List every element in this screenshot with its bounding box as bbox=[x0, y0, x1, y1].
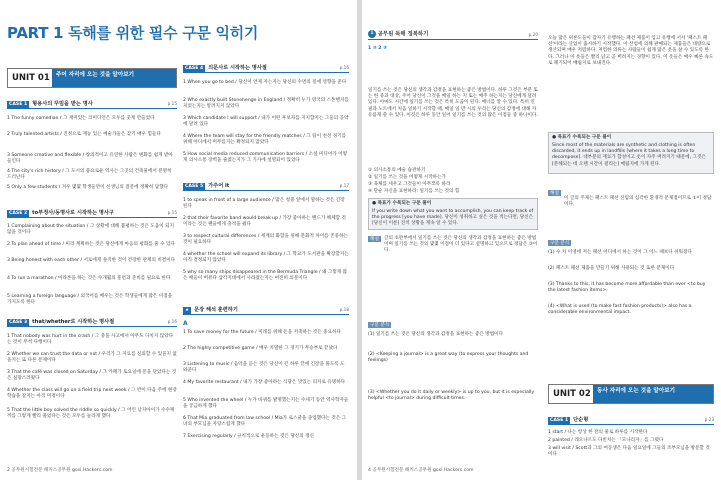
case-page: p.16 bbox=[167, 319, 177, 324]
option: ④ 단순 자신을 표현하라: 일기를 쓰는 것의 힘 bbox=[368, 189, 460, 194]
list-item: 5 That the little boy solved the riddle so quickly / 그 어린 남자아이가 수수께끼를 그렇게 빨리 풀었다는 것은 모두를 놀라게 했다 bbox=[7, 408, 175, 420]
analysis-item: (1) 수 차 이영에 저는 패션 어디에서 하는 것이 그 어느 때보다 쉬워졌다 bbox=[548, 250, 692, 255]
case-tag: ★ bbox=[185, 308, 190, 313]
case-tag: CASE 3 bbox=[9, 320, 28, 325]
case-page: p.15 bbox=[167, 210, 177, 215]
case-page: p.16 bbox=[339, 65, 349, 70]
col2-header bbox=[183, 64, 349, 73]
case-tag: CASE 4 bbox=[185, 66, 204, 71]
key-sentence-box-2 bbox=[548, 132, 714, 174]
case-tag: CASE 5 bbox=[185, 184, 204, 189]
case-page: p.15 bbox=[167, 101, 177, 106]
list-item: 2 painted / 레오나르도 다빈치는 「모나리자」를 그렸다 bbox=[548, 438, 664, 443]
left-page bbox=[0, 0, 357, 480]
case-title: 가주어 it bbox=[208, 183, 230, 189]
list-item: 3 Which candidate I will support / 내가 어떤 후보자를 지지할지는 그들의 공약에 달려 있다 bbox=[183, 116, 349, 128]
list-item: 3 That the café was closed on Saturday / 그 카페가 토요일에 문을 닫았다는 것은 실망스러웠다 bbox=[7, 370, 177, 382]
list-item: 4 The city's rich history / 그 도시의 풍요로운 역사는 그곳의 건축물에서 분명히 드러난다 bbox=[7, 169, 172, 181]
list-item: 2 Whether we can trust the data or not / 우리가 그 자료를 신뢰할 수 있을지 없을지는 또 다른 문제이다 bbox=[7, 352, 177, 364]
list-item: 4 whether the school will expand its library / 그 학교가 도서관을 확장할지는 아직 결정되지 않았다 bbox=[183, 252, 349, 264]
explanation-tag: 해설 bbox=[370, 237, 379, 242]
analysis-item: (3) <Whether you do it daily or weekly> is up to you, but it is especially helpful <to journal> during difficult times. bbox=[368, 390, 535, 402]
section-label: A bbox=[183, 320, 188, 327]
list-item: 5 Learning a foreign language / 외국어를 배우는 것은 학생들에게 많은 이점을 가지도록 한다 bbox=[7, 294, 173, 306]
box-title: ● 목표가 수록되는 구문 풀이 bbox=[552, 135, 612, 140]
case-title: 단순형 bbox=[573, 417, 589, 423]
analysis-item: (4) <What is used (to make fast fashion products)> also has a considerable environmental impact. bbox=[548, 304, 692, 316]
page-footer: 4 공무원시험전문 해커스공무원 gosi.Hackers.com bbox=[368, 468, 474, 473]
right-page bbox=[362, 0, 721, 480]
right-header-title: 공무원 독해 정복하기 bbox=[377, 31, 429, 38]
list-item: 2 Truly talented artists / 진정으로 재능 있는 예술가들은 찾기 매우 힘들다 bbox=[7, 132, 161, 137]
unit-subtitle: 동사 자리에 오는 것을 알아보기 bbox=[593, 385, 713, 403]
list-item: 1 start / 나는 항상 한 잔의 물로 하루를 시작한다 bbox=[548, 430, 648, 435]
list-item: 2 The highly competitive game / 매우 치열한 그 경기가 무승부로 끝났다 bbox=[183, 346, 338, 351]
case-page: p.17 bbox=[339, 183, 349, 188]
list-item: 1 When you go to bed / 당신이 언제 자는지는 당신의 수면의 질에 영향을 준다 bbox=[183, 80, 347, 85]
case-title: 문장 해석 훈련하기 bbox=[194, 307, 238, 313]
list-item: 2 Who exactly built Stonehenge in England / 정확히 누가 영국의 스톤헨지를 지었는지는 알려지지 않았다 bbox=[183, 98, 349, 110]
explanation-text: 글의 초반부에서 일기를 쓰는 것은 당신의 생각과 감정을 표현하는 좋은 방법이며 일기를 쓰는 것의 몇몇 이점이 더 있다고 설명하고 있으므로 정답은 ③이다. bbox=[384, 236, 538, 254]
analysis-item: (1) 일기를 쓰는 것은 당신의 생각과 감정을 표현하는 좋은 방법이다 bbox=[368, 332, 504, 337]
list-item: 1 to speak in front of a large audience / 많은 청중 앞에서 말하는 것은 긴장 된다 bbox=[183, 198, 345, 210]
case-tag: CASE 1 bbox=[9, 102, 28, 107]
case-title: 의문사로 시작하는 명사절 bbox=[208, 65, 267, 71]
list-item: 3 Someone creative and flexible / 창의적이고 유연한 사람은 변화를 쉽게 받아들인다 bbox=[7, 153, 173, 165]
unit-subtitle: 주어 자리에 오는 것을 알아보기 bbox=[52, 69, 176, 87]
page-footer: 2 공무원시험전문 해커스공무원 gosi.Hackers.com bbox=[7, 468, 113, 473]
case-page: p.18 bbox=[339, 307, 349, 312]
case-title: that/whether로 시작하는 명사절 bbox=[32, 319, 115, 325]
list-item: 1 To save money for the future / 미래를 위해 돈을 저축하는 것은 중요하다 bbox=[183, 330, 341, 335]
case-1-header bbox=[7, 100, 177, 109]
analysis-tag-2: 구문 분석 bbox=[550, 241, 570, 246]
practice-header bbox=[183, 306, 349, 315]
unit2-case-header bbox=[548, 416, 714, 425]
list-item: 5 Only a few students / 겨우 몇몇 학생들만이 선생님의 질문에 정확히 답했다 bbox=[7, 185, 169, 190]
list-item: 1 The funny comedian / 그 재미있는 코미디언은 모두를 웃게 만들었다 bbox=[7, 116, 155, 121]
passage2-text: 오늘 많은 위론도들이 갑자기 유행하는 패션 제품이 입고 유행에 서서 '패스트 패션'이라는 산업이 출시하기 시작했다. 이 산업에 의해 판매되는 제품들은 대량으로 생산되며 매우 저렴하다. 저렴한 의류는 사람들이 쉽게 많은 옷을 살 수 있도록 한다. 그러나 이 옷들은 빨리 낡고 곧 버려지는 경향이 있다. 이 옷들은 매우 빠른 속도로 폐기되어 매립지로 보내진다. bbox=[548, 36, 714, 66]
list-item: 5 Who invented the wheel / 누가 바퀴를 발명했는지는 수세기 동안 역사학자들을 궁금하게 했다 bbox=[183, 398, 349, 410]
list-item: 3 will visit / Scott과 그의 여동생은 다음 일요일에 그들의 조부모님을 방문할 것이다 bbox=[548, 446, 710, 458]
case-3-header bbox=[7, 318, 177, 327]
right-header bbox=[368, 30, 538, 40]
list-item: 4 To run a marathon / 마라톤을 하는 것은 수개월의 훈련과 준비를 필요로 한다 bbox=[7, 276, 171, 281]
answer-line: 1 ③ 2 ③ bbox=[368, 46, 387, 51]
analysis-tag: 구문 분석 bbox=[370, 323, 390, 328]
list-item: 4 My favorite restaurant / 내가 가장 좋아하는 식당은 맛있는 피자로 유명하다 bbox=[183, 380, 346, 385]
list-item: 1 Complaining about the situation / 그 상황에 대해 불평하는 것은 도움이 되지 않을 것이다 bbox=[7, 224, 175, 236]
case-title: 형용사의 꾸밈을 받는 명사 bbox=[32, 101, 93, 107]
list-item: 3 to respect cultural differences / 세계의 화합을 위해 문화적 차이를 존중하는 것이 필요하다 bbox=[183, 234, 348, 246]
case-title: to부정사/동명사로 시작하는 명사구 bbox=[32, 210, 114, 216]
option: ③ 육체를 세우고 그것들이 아무쪼록 하라 bbox=[368, 182, 451, 187]
analysis-item: (2) 패스트 패션 제품을 만들기 위해 사용되는 것 또한 문제이다 bbox=[548, 266, 675, 271]
box-text: Since most of the materials are synthetic and clothing is often discarded, it ends up in landfills [where it takes a long time to decompose]. 대부분의 재료가 합성이고 옷이 자주 버려지기 때문에, 그것은 [분해되는 데 오랜 시간이 걸리는] 매립지에 가게 된다. bbox=[552, 143, 706, 167]
key-sentence-box bbox=[368, 198, 538, 230]
analysis-item: (3) Thanks to this, it has become more affordable than ever <to buy the latest fashion items>. bbox=[548, 282, 706, 294]
list-item: 6 That Mia graduated from law school / Mia가 로스쿨을 졸업했다는 것은 그녀의 부모님을 자랑스럽게 했다 bbox=[183, 416, 347, 428]
list-item: 3 Listening to music / 음악을 듣는 것은 당신이 긴 하루 끝에 긴장을 풀도록 도와준다 bbox=[183, 362, 345, 374]
part-title: PART 1 독해를 위한 필수 구문 익히기 bbox=[7, 24, 259, 42]
box-text: If you write down what you want to accomplish, you can keep track of the progress [you have made]. 당신이 성취하고 싶은 것을 적는다면, 당신은 [당신이 이룬] 진척 상황을 계속 알 수 있다. bbox=[372, 209, 534, 227]
list-item: 4 Whether the class will go on a field trip next week / 그 반이 다음 주에 현장 학습을 갈지는 아직 미정이다 bbox=[7, 388, 177, 400]
list-item: 3 Being honest with each other / 서로에게 솔직한 것이 건강한 관계의 비결이다 bbox=[7, 258, 176, 263]
unit-01-header bbox=[7, 68, 177, 88]
badge-number: 1 bbox=[368, 30, 376, 38]
case-page: p.20 bbox=[528, 32, 538, 37]
list-item: 7 Exercising regularly / 규칙적으로 운동하는 것은 당신의 정신 bbox=[183, 434, 314, 439]
explanation-tag-2: 해설 bbox=[550, 191, 559, 196]
list-item: 4 Where the team will stay for the friendly matches / 그 팀이 친선 경기를 위해 어디에서 머무를지는 확정되지 않았다 bbox=[183, 134, 347, 146]
list-item: 2 To plan ahead of time / 미리 계획하는 것은 당신에게 마음의 평화를 줄 수 있다 bbox=[7, 242, 175, 247]
case-page: p.23 bbox=[704, 417, 714, 422]
case-tag: CASE 2 bbox=[9, 211, 28, 216]
explanation-text-2: 이 글의 주제는 패스트 패션 산업의 심각한 환경적 문제점이므로 ①이 정답이다. bbox=[564, 196, 712, 208]
list-item: 2 that their favorite band would break up / 가장 좋아하는 밴드가 해체할 것이라는 것은 팬들에게 충격을 줬다 bbox=[183, 216, 346, 228]
box-title: ● 목표가 수록되는 구문 풀이 bbox=[372, 201, 432, 206]
col2-case-header bbox=[183, 182, 349, 191]
list-item: 5 why so many ships disappeared in the Bermuda Triangle / 왜 그렇게 많은 배들이 버뮤다 삼각지대에서 사라졌는지는 여전히 의문이다 bbox=[183, 270, 348, 282]
option: ① 의사소통의 예술 습관하기 bbox=[368, 168, 426, 173]
unit-02-header bbox=[548, 384, 714, 404]
case-tag: CASE 1 bbox=[550, 418, 569, 423]
case-2-header bbox=[7, 209, 177, 218]
analysis-item: (2) <Keeping a journal> is a great way (to express your thoughts and feelings) bbox=[368, 352, 529, 364]
list-item: 5 How social media reduced communication barriers / 소셜 미디어가 어떻게 의사소통 장벽을 줄였는지가 그 기사에 설명되어 있었다 bbox=[183, 152, 348, 164]
unit-label: UNIT 02 bbox=[553, 389, 591, 399]
list-item: 1 That nobody was hurt in the crash / 그 충돌 사고에서 아무도 다치지 않았다는 것이 무척 다행이다 bbox=[7, 334, 174, 346]
option: ② 일기를 쓰는 것을 어떻게 시작하는가 bbox=[368, 175, 446, 180]
unit-label: UNIT 01 bbox=[12, 73, 50, 83]
passage-text: 일기를 쓰는 것은 당신의 생각과 감정을 표현하는 좋은 방법이다. 하루 그것은 부분 또는 한 중과 대상, 주어 당신이 그것을 매일 하는 지 또는 매주 하는지는 당신에게 달려 있다. 아마도 시간에 일기를 쓰는 것은 특히 도움이 된다. 매너를 알 수 있다. 특히 연필과 노트에서 처음 일하기 시작할 때, 매일 일 만 시의 우리는 당신의 감정에 대해 자유롭게 쓸 수 있다. 이것은 하루 동안 일어 일기를 쓰는 것의 많은 이점들 중 하나이다. bbox=[368, 88, 538, 118]
